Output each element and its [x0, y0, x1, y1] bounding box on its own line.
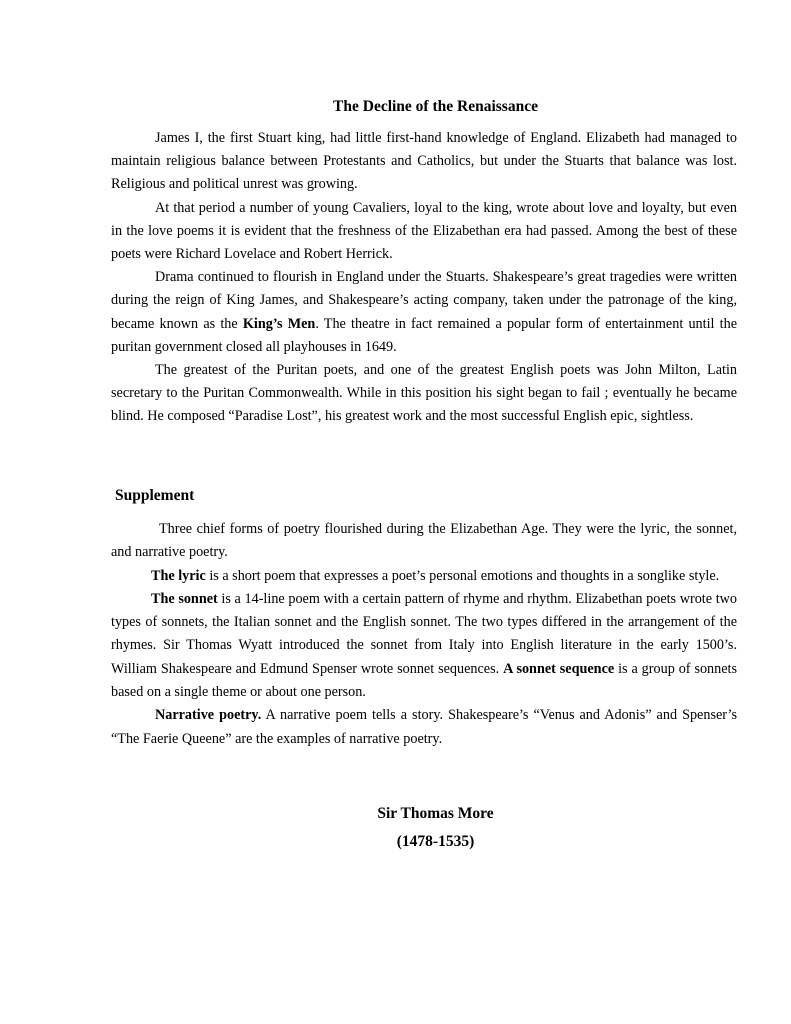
paragraph-drama	[111, 266, 737, 359]
narrative-term: Narrative poetry.	[155, 707, 262, 724]
paragraph-milton: The greatest of the Puritan poets, and one of the greatest English poets was John Milton, Latin secretary to the Puritan Commonwealth. While in this position his sight began to fail ; eventually he became blind. He composed “Paradise Lost”, his greatest work and the most successful English epic, sightless.	[111, 362, 737, 425]
paragraph-james: James I, the first Stuart king, had little first-hand knowledge of England. Elizabeth had managed to maintain religious balance between Protestants and Catholics, but under the Stuarts that balance was lost. Religious and political unrest was growing.	[111, 130, 737, 193]
paragraph-supplement-intro: Three chief forms of poetry flourished during the Elizabethan Age. They were the lyric, the sonnet, and narrative poetry.	[111, 521, 737, 561]
drama-text-after: . The theatre in fact remained a popular form of entertainment until the puritan government closed all playhouses in 1649.	[111, 315, 737, 355]
paragraph-cavaliers: At that period a number of young Cavaliers, loyal to the king, wrote about love and loyalty, but even in the love poems it is evident that the freshness of the Elizabethan era had passed. Among the best of these poets were Richard Lovelace and Robert Herrick.	[111, 199, 737, 263]
section-heading-author: Sir Thomas More	[377, 805, 494, 822]
section-heading-dates: (1478-1535)	[396, 833, 475, 850]
paragraph-narrative	[111, 704, 737, 751]
sonnet-term: The sonnet	[151, 590, 218, 607]
decline-section	[111, 127, 737, 429]
supplement-heading: Supplement	[115, 487, 195, 504]
drama-text-before: Drama continued to flourish in England under the Stuarts. Shakespeare’s great tragedies were written during the reign of King James, and Shakespeare’s acting company, taken under the patronage of the king, became known as the	[111, 269, 737, 332]
supplement-section	[111, 518, 737, 751]
sonnet-sequence-term: A sonnet sequence	[503, 660, 615, 677]
paragraph-lyric	[111, 565, 737, 588]
sonnet-text: is a 14-line poem with a certain pattern of rhyme and rhythm. Elizabethan poets wrote two types of sonnets, the Italian sonnet and the English sonnet. The two types differed in the arrangement of the rhymes. Sir Thomas Wyatt introduced the sonnet from Italy into English literature in the early 1500’s. William Shakespeare and Edmund Spenser wrote sonnet sequences.	[111, 590, 737, 677]
narrative-text: A narrative poem tells a story. Shakespeare’s “Venus and Adonis” and Spenser’s “The Faerie Queene” are the examples of narrative poetry.	[111, 707, 737, 747]
lyric-text: is a short poem that expresses a poet’s personal emotions and thoughts in a songlike style.	[205, 567, 720, 584]
page-title: The Decline of the Renaissance	[333, 98, 538, 115]
sonnet-sequence-text: is a group of sonnets based on a single theme or about one person.	[111, 660, 738, 701]
paragraph-sonnet	[111, 588, 737, 704]
kings-men-term: King’s Men	[242, 315, 316, 332]
lyric-term: The lyric	[151, 567, 206, 584]
